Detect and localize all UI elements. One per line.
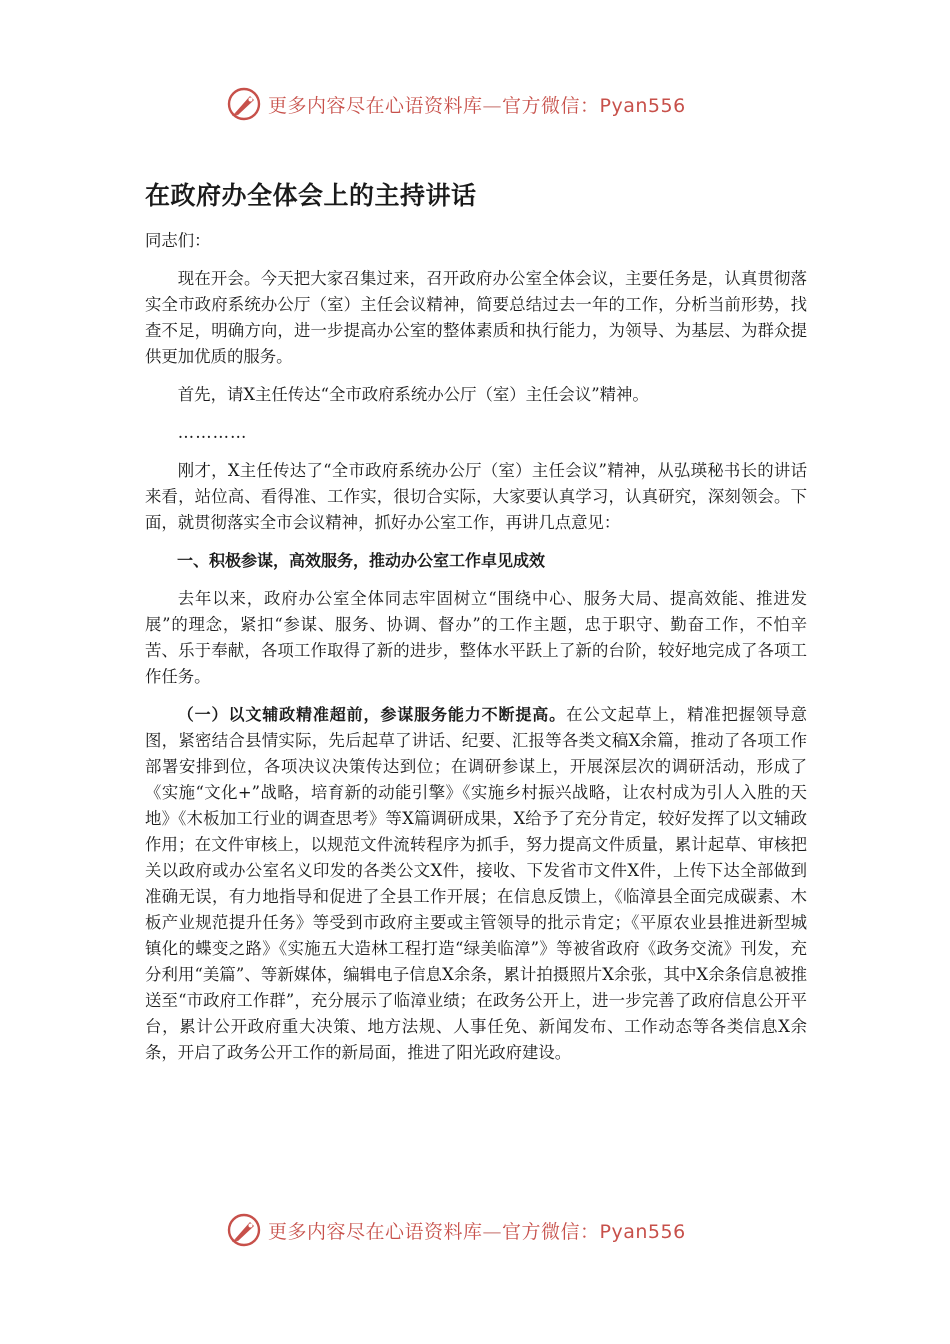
greeting: 同志们： (145, 231, 211, 250)
document-title: 在政府办全体会上的主持讲话 (145, 181, 477, 210)
watermark-text: 更多内容尽在心语资料库—官方微信：Pyan556 (268, 1220, 686, 1243)
subsection-1-text: 在公文起草上，精准把握领导意图，紧密结合县情实际，先后起草了讲话、纪要、汇报等各类文稿X余篇，推动了各项工作部署安排到位，各项决议决策传达到位；在调研参谋上，开展深层次的调研活动，形成了《实施“文化+”战略，培育新的动能引擎》《实施乡村振兴战略，让农村成为引人入胜的天地》《木板加工行业的调查思考》等X篇调研成果，X给予了充分肯定，较好发挥了以文辅政作用；在文件审核上，以规范文件流转程序为抓手，努力提高文件质量，累计起草、审核把关以政府或办公室名义印发的各类公文X件，接收、下发省市文件X件，上传下达全部做到准确无误，有力地指导和促进了全县工作开展；在信息反馈上，《临漳县全面完成碳素、木板产业规范提升任务》等受到市政府主要或主管领导的批示肯定；《平原农业县推进新型城镇化的蝶变之路》《实施五大造林工程打造“绿美临漳”》等被省政府《政务交流》刊发，充分利用“美篇”、等新媒体，编辑电子信息X余条，累计拍摄照片X余张，其中X余条信息被推送至“市政府工作群”，充分展示了临漳业绩；在政务公开上，进一步完善了政府信息公开平台，累计公开政府重大决策、地方法规、人事任免、新闻发布、工作动态等各类信息X余条，开启了政务公开工作的新局面，推进了阳光政府建设。 (145, 705, 807, 1062)
pen-nib-circle-logo-icon (226, 86, 262, 122)
document-body (145, 228, 807, 1066)
section-heading-1: 一、积极参谋，高效服务，推动办公室工作卓见成效 (177, 551, 546, 570)
watermark-text: 更多内容尽在心语资料库—官方微信：Pyan556 (268, 94, 686, 117)
paragraph-after-report: 刚才，X主任传达了“全市政府系统办公厅（室）主任会议”精神，从弘瑛秘书长的讲话来看，站位高、看得准、工作实，很切合实际，大家要认真学习，认真研究，深刻领会。下面，就贯彻落实全市会议精神，抓好办公室工作，再讲几点意见： (145, 461, 807, 532)
paragraph-first: 首先，请X主任传达“全市政府系统办公厅（室）主任会议”精神。 (177, 385, 649, 404)
ellipsis: ………… (177, 423, 248, 442)
watermark-banner-top (226, 84, 746, 124)
watermark-banner-bottom (226, 1210, 746, 1250)
paragraph-review: 去年以来，政府办公室全体同志牢固树立“围绕中心、服务大局、提高效能、推进发展”的理念，紧扣“参谋、服务、协调、督办”的工作主题，忠于职守、勤奋工作，不怕辛苦、乐于奉献，各项工作取得了新的进步，整体水平跃上了新的台阶，较好地完成了各项工作任务。 (145, 589, 807, 686)
pen-nib-circle-logo-icon (226, 1212, 262, 1248)
paragraph-subsection-1 (145, 702, 807, 1066)
paragraph-opening: 现在开会。今天把大家召集过来，召开政府办公室全体会议，主要任务是，认真贯彻落实全市政府系统办公厅（室）主任会议精神，简要总结过去一年的工作，分析当前形势，找查不足，明确方向，进一步提高办公室的整体素质和执行能力，为领导、为基层、为群众提供更加优质的服务。 (145, 269, 807, 366)
subsection-1-lead: （一）以文辅政精准超前，参谋服务能力不断提高。 (177, 705, 567, 724)
